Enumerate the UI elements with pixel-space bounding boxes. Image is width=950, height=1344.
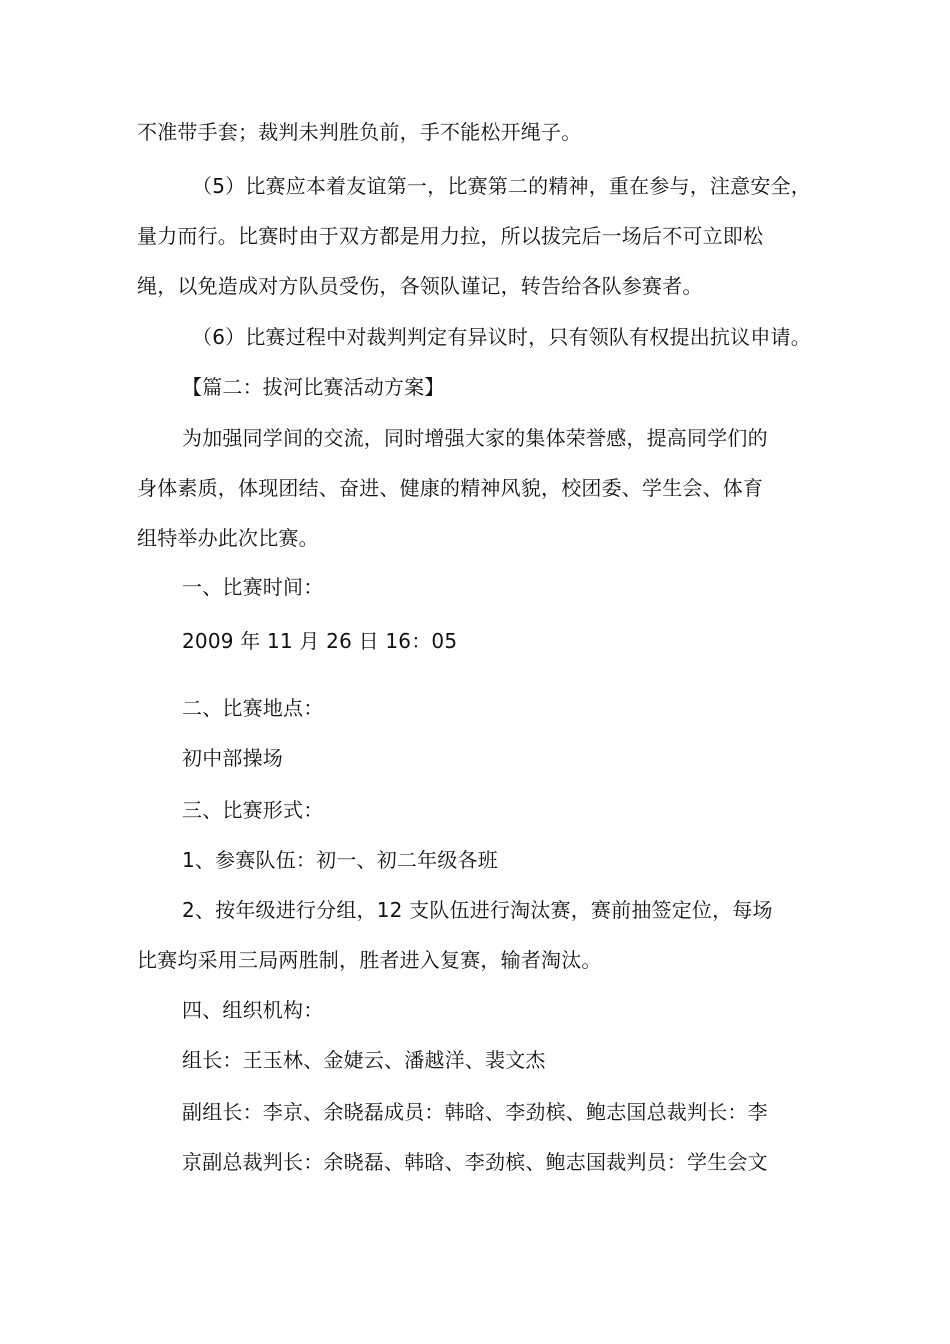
section-heading: 【篇二：拔河比赛活动方案】 <box>182 375 445 399</box>
text-line: 组长：王玉林、金婕云、潘越洋、裴文杰 <box>182 1048 546 1072</box>
text-line: 为加强同学间的交流，同时增强大家的集体荣誉感，提高同学们的 <box>182 426 768 450</box>
text-line: 副组长：李京、余晓磊成员：韩晗、李劲槟、鲍志国总裁判长：李 <box>182 1100 768 1124</box>
text-line: 初中部操场 <box>182 746 283 770</box>
text-line: 2、按年级进行分组，12 支队伍进行淘汰赛，赛前抽签定位，每场 <box>182 898 773 922</box>
text-line: （6）比赛过程中对裁判判定有异议时，只有领队有权提出抗议申请。 <box>192 325 811 349</box>
text-line: 组特举办此次比赛。 <box>137 526 319 550</box>
section-heading: 一、比赛时间： <box>182 575 324 599</box>
section-heading: 三、比赛形式： <box>182 798 324 822</box>
text-line: （5）比赛应本着友谊第一，比赛第二的精神，重在参与，注意安全， <box>192 174 811 198</box>
text-line: 比赛均采用三局两胜制，胜者进入复赛，输者淘汰。 <box>137 948 602 972</box>
text-line: 绳，以免造成对方队员受伤，各领队谨记，转告给各队参赛者。 <box>137 274 703 298</box>
text-line: 量力而行。比赛时由于双方都是用力拉，所以拔完后一场后不可立即松 <box>137 224 764 248</box>
text-line: 2009 年 11 月 26 日 16：05 <box>182 629 458 653</box>
text-line: 不准带手套；裁判未判胜负前，手不能松开绳子。 <box>137 120 582 144</box>
section-heading: 四、组织机构： <box>182 998 324 1022</box>
text-line: 1、参赛队伍：初一、初二年级各班 <box>182 848 498 872</box>
text-line: 身体素质，体现团结、奋进、健康的精神风貌，校团委、学生会、体育 <box>137 476 764 500</box>
section-heading: 二、比赛地点： <box>182 696 324 720</box>
text-line: 京副总裁判长：余晓磊、韩晗、李劲槟、鲍志国裁判员：学生会文 <box>182 1150 768 1174</box>
